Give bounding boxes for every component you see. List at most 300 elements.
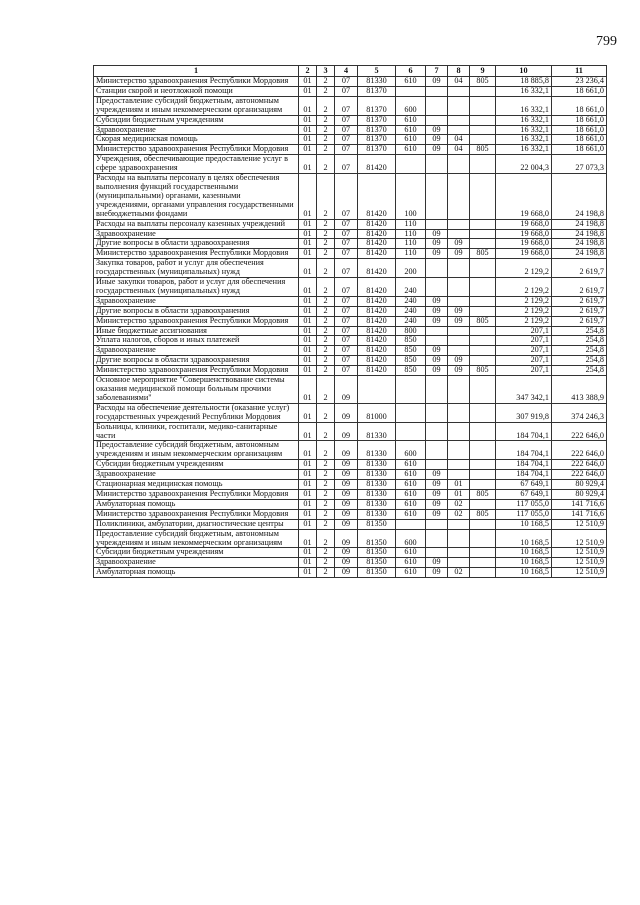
code-cell bbox=[396, 422, 426, 441]
row-name-cell: Больницы, клиники, госпитали, медико-санитарные части bbox=[94, 422, 299, 441]
code-cell: 610 bbox=[396, 548, 426, 558]
amount-cell: 141 716,6 bbox=[552, 509, 607, 519]
code-cell: 01 bbox=[299, 77, 317, 87]
code-cell: 01 bbox=[299, 470, 317, 480]
amount-cell: 117 055,0 bbox=[496, 499, 552, 509]
row-name-cell: Предоставление субсидий бюджетным, автономным учреждениям и иным некоммерческим организациям bbox=[94, 529, 299, 548]
row-name-cell: Другие вопросы в области здравоохранения bbox=[94, 239, 299, 249]
code-cell: 610 bbox=[396, 499, 426, 509]
code-cell bbox=[396, 155, 426, 174]
code-cell bbox=[426, 529, 448, 548]
amount-cell: 2 129,2 bbox=[496, 296, 552, 306]
code-cell: 100 bbox=[396, 174, 426, 220]
code-cell: 2 bbox=[317, 229, 335, 239]
code-cell bbox=[470, 529, 496, 548]
code-cell: 81350 bbox=[358, 548, 396, 558]
code-cell bbox=[448, 519, 470, 529]
amount-cell: 18 661,0 bbox=[552, 125, 607, 135]
row-name-cell: Поликлиники, амбулатории, диагностические центры bbox=[94, 519, 299, 529]
code-cell: 01 bbox=[299, 96, 317, 115]
code-cell: 81370 bbox=[358, 115, 396, 125]
code-cell: 600 bbox=[396, 441, 426, 460]
code-cell: 07 bbox=[335, 296, 358, 306]
table-row bbox=[94, 568, 607, 578]
code-cell: 2 bbox=[317, 174, 335, 220]
code-cell: 81350 bbox=[358, 558, 396, 568]
code-cell bbox=[470, 229, 496, 239]
table-row bbox=[94, 519, 607, 529]
code-cell: 01 bbox=[299, 558, 317, 568]
code-cell: 09 bbox=[335, 548, 358, 558]
code-cell bbox=[470, 441, 496, 460]
table-row bbox=[94, 548, 607, 558]
code-cell: 09 bbox=[448, 306, 470, 316]
code-cell: 01 bbox=[299, 125, 317, 135]
code-cell: 110 bbox=[396, 249, 426, 259]
code-cell: 2 bbox=[317, 135, 335, 145]
code-cell: 01 bbox=[299, 135, 317, 145]
code-cell: 01 bbox=[299, 306, 317, 316]
code-cell: 07 bbox=[335, 306, 358, 316]
code-cell bbox=[448, 376, 470, 404]
row-name-cell: Здравоохранение bbox=[94, 346, 299, 356]
code-cell: 01 bbox=[299, 489, 317, 499]
amount-cell: 10 168,5 bbox=[496, 558, 552, 568]
row-name-cell: Здравоохранение bbox=[94, 296, 299, 306]
amount-cell: 413 388,9 bbox=[552, 376, 607, 404]
code-cell: 805 bbox=[470, 77, 496, 87]
amount-cell: 23 236,4 bbox=[552, 77, 607, 87]
code-cell: 2 bbox=[317, 509, 335, 519]
amount-cell: 24 198,8 bbox=[552, 219, 607, 229]
code-cell: 09 bbox=[335, 529, 358, 548]
code-cell: 02 bbox=[448, 568, 470, 578]
code-cell: 805 bbox=[470, 509, 496, 519]
code-cell bbox=[448, 346, 470, 356]
code-cell: 09 bbox=[426, 77, 448, 87]
row-name-cell: Другие вопросы в области здравоохранения bbox=[94, 356, 299, 366]
amount-cell: 254,8 bbox=[552, 356, 607, 366]
code-cell: 01 bbox=[299, 499, 317, 509]
code-cell: 2 bbox=[317, 519, 335, 529]
code-cell: 2 bbox=[317, 441, 335, 460]
code-cell: 01 bbox=[299, 346, 317, 356]
code-cell: 2 bbox=[317, 96, 335, 115]
code-cell: 07 bbox=[335, 135, 358, 145]
code-cell: 07 bbox=[335, 174, 358, 220]
table-row bbox=[94, 229, 607, 239]
amount-cell: 12 510,9 bbox=[552, 548, 607, 558]
code-cell bbox=[448, 125, 470, 135]
amount-cell: 18 661,0 bbox=[552, 135, 607, 145]
code-cell: 09 bbox=[426, 480, 448, 490]
code-cell: 81420 bbox=[358, 296, 396, 306]
code-cell bbox=[470, 155, 496, 174]
code-cell: 2 bbox=[317, 77, 335, 87]
code-cell: 01 bbox=[299, 145, 317, 155]
amount-cell: 19 668,0 bbox=[496, 229, 552, 239]
code-cell bbox=[470, 422, 496, 441]
code-cell: 81420 bbox=[358, 356, 396, 366]
code-cell: 2 bbox=[317, 470, 335, 480]
code-cell: 81370 bbox=[358, 145, 396, 155]
code-cell bbox=[448, 336, 470, 346]
code-cell: 81420 bbox=[358, 278, 396, 297]
table-row bbox=[94, 460, 607, 470]
code-cell: 09 bbox=[448, 356, 470, 366]
code-cell: 2 bbox=[317, 376, 335, 404]
code-cell: 110 bbox=[396, 229, 426, 239]
code-cell: 09 bbox=[335, 558, 358, 568]
code-cell: 81350 bbox=[358, 568, 396, 578]
code-cell: 01 bbox=[299, 441, 317, 460]
code-cell bbox=[470, 519, 496, 529]
row-name-cell: Министерство здравоохранения Республики Мордовия bbox=[94, 509, 299, 519]
column-header: 11 bbox=[552, 66, 607, 77]
code-cell: 2 bbox=[317, 249, 335, 259]
amount-cell: 12 510,9 bbox=[552, 519, 607, 529]
code-cell: 610 bbox=[396, 558, 426, 568]
row-name-cell: Субсидии бюджетным учреждениям bbox=[94, 115, 299, 125]
column-header: 9 bbox=[470, 66, 496, 77]
code-cell: 81330 bbox=[358, 422, 396, 441]
code-cell: 81330 bbox=[358, 470, 396, 480]
amount-cell: 222 646,0 bbox=[552, 441, 607, 460]
code-cell: 610 bbox=[396, 470, 426, 480]
code-cell: 01 bbox=[448, 480, 470, 490]
code-cell: 805 bbox=[470, 316, 496, 326]
table-row bbox=[94, 125, 607, 135]
code-cell: 09 bbox=[335, 519, 358, 529]
code-cell: 2 bbox=[317, 480, 335, 490]
code-cell: 2 bbox=[317, 219, 335, 229]
table-row bbox=[94, 306, 607, 316]
amount-cell: 2 619,7 bbox=[552, 316, 607, 326]
code-cell: 81420 bbox=[358, 239, 396, 249]
amount-cell: 12 510,9 bbox=[552, 529, 607, 548]
code-cell: 01 bbox=[299, 356, 317, 366]
code-cell bbox=[448, 326, 470, 336]
row-name-cell: Амбулаторная помощь bbox=[94, 499, 299, 509]
code-cell: 09 bbox=[426, 499, 448, 509]
code-cell bbox=[426, 441, 448, 460]
code-cell bbox=[448, 529, 470, 548]
code-cell bbox=[470, 135, 496, 145]
code-cell: 81350 bbox=[358, 519, 396, 529]
code-cell: 01 bbox=[299, 480, 317, 490]
amount-cell: 24 198,8 bbox=[552, 249, 607, 259]
table-row bbox=[94, 422, 607, 441]
code-cell: 600 bbox=[396, 96, 426, 115]
code-cell bbox=[470, 125, 496, 135]
table-row bbox=[94, 336, 607, 346]
code-cell: 81420 bbox=[358, 336, 396, 346]
code-cell: 800 bbox=[396, 326, 426, 336]
code-cell: 01 bbox=[448, 489, 470, 499]
code-cell: 09 bbox=[335, 568, 358, 578]
code-cell: 09 bbox=[426, 249, 448, 259]
row-name-cell: Здравоохранение bbox=[94, 125, 299, 135]
code-cell: 81420 bbox=[358, 366, 396, 376]
code-cell: 850 bbox=[396, 346, 426, 356]
code-cell bbox=[470, 86, 496, 96]
amount-cell: 254,8 bbox=[552, 326, 607, 336]
code-cell: 240 bbox=[396, 316, 426, 326]
code-cell: 01 bbox=[299, 529, 317, 548]
code-cell bbox=[470, 346, 496, 356]
table-row bbox=[94, 239, 607, 249]
code-cell: 07 bbox=[335, 356, 358, 366]
code-cell: 01 bbox=[299, 229, 317, 239]
code-cell: 2 bbox=[317, 86, 335, 96]
code-cell bbox=[396, 403, 426, 422]
code-cell bbox=[448, 422, 470, 441]
code-cell: 07 bbox=[335, 229, 358, 239]
code-cell bbox=[470, 239, 496, 249]
table-row bbox=[94, 174, 607, 220]
amount-cell: 141 716,6 bbox=[552, 499, 607, 509]
row-name-cell: Иные бюджетные ассигнования bbox=[94, 326, 299, 336]
code-cell: 01 bbox=[299, 239, 317, 249]
amount-cell: 24 198,8 bbox=[552, 174, 607, 220]
amount-cell: 207,1 bbox=[496, 366, 552, 376]
amount-cell: 347 342,1 bbox=[496, 376, 552, 404]
amount-cell: 27 073,3 bbox=[552, 155, 607, 174]
amount-cell: 207,1 bbox=[496, 336, 552, 346]
code-cell: 07 bbox=[335, 239, 358, 249]
code-cell: 01 bbox=[299, 460, 317, 470]
code-cell: 09 bbox=[426, 366, 448, 376]
code-cell bbox=[448, 470, 470, 480]
code-cell: 01 bbox=[299, 115, 317, 125]
code-cell: 07 bbox=[335, 326, 358, 336]
column-header: 6 bbox=[396, 66, 426, 77]
code-cell: 200 bbox=[396, 259, 426, 278]
code-cell: 81420 bbox=[358, 229, 396, 239]
code-cell bbox=[448, 441, 470, 460]
column-header: 2 bbox=[299, 66, 317, 77]
table-row bbox=[94, 219, 607, 229]
code-cell: 09 bbox=[426, 509, 448, 519]
code-cell: 07 bbox=[335, 366, 358, 376]
amount-cell: 19 668,0 bbox=[496, 174, 552, 220]
code-cell: 805 bbox=[470, 366, 496, 376]
table-row bbox=[94, 376, 607, 404]
code-cell bbox=[448, 403, 470, 422]
code-cell: 09 bbox=[335, 499, 358, 509]
code-cell: 2 bbox=[317, 356, 335, 366]
table-row bbox=[94, 529, 607, 548]
code-cell: 07 bbox=[335, 346, 358, 356]
amount-cell: 18 661,0 bbox=[552, 115, 607, 125]
amount-cell: 2 619,7 bbox=[552, 259, 607, 278]
table-row bbox=[94, 96, 607, 115]
row-name-cell: Скорая медицинская помощь bbox=[94, 135, 299, 145]
table-row bbox=[94, 135, 607, 145]
row-name-cell: Расходы на выплаты персоналу в целях обеспечения выполнения функций государственными (муниципальными) органами, казенными учреждениями, органами управления государственными внебюджетными фондами bbox=[94, 174, 299, 220]
row-name-cell: Закупка товаров, работ и услуг для обеспечения государственных (муниципальных) нужд bbox=[94, 259, 299, 278]
amount-cell: 254,8 bbox=[552, 366, 607, 376]
row-name-cell: Расходы на выплаты персоналу казенных учреждений bbox=[94, 219, 299, 229]
row-name-cell: Министерство здравоохранения Республики Мордовия bbox=[94, 316, 299, 326]
code-cell: 610 bbox=[396, 115, 426, 125]
amount-cell: 12 510,9 bbox=[552, 568, 607, 578]
code-cell bbox=[426, 219, 448, 229]
code-cell: 01 bbox=[299, 249, 317, 259]
code-cell: 01 bbox=[299, 366, 317, 376]
code-cell: 850 bbox=[396, 366, 426, 376]
table-row bbox=[94, 316, 607, 326]
code-cell: 610 bbox=[396, 77, 426, 87]
code-cell bbox=[426, 278, 448, 297]
code-cell bbox=[470, 115, 496, 125]
row-name-cell: Учреждения, обеспечивающие предоставление услуг в сфере здравоохранения bbox=[94, 155, 299, 174]
amount-cell: 18 661,0 bbox=[552, 145, 607, 155]
amount-cell: 254,8 bbox=[552, 346, 607, 356]
code-cell: 2 bbox=[317, 346, 335, 356]
code-cell: 600 bbox=[396, 529, 426, 548]
code-cell bbox=[470, 558, 496, 568]
code-cell bbox=[396, 86, 426, 96]
row-name-cell: Субсидии бюджетным учреждениям bbox=[94, 548, 299, 558]
code-cell bbox=[426, 96, 448, 115]
code-cell: 09 bbox=[426, 356, 448, 366]
table-row bbox=[94, 499, 607, 509]
row-name-cell: Министерство здравоохранения Республики Мордовия bbox=[94, 249, 299, 259]
amount-cell: 2 129,2 bbox=[496, 259, 552, 278]
code-cell: 09 bbox=[335, 480, 358, 490]
code-cell bbox=[426, 326, 448, 336]
code-cell: 01 bbox=[299, 316, 317, 326]
code-cell: 81330 bbox=[358, 480, 396, 490]
code-cell: 07 bbox=[335, 336, 358, 346]
amount-cell: 2 619,7 bbox=[552, 306, 607, 316]
code-cell: 01 bbox=[299, 278, 317, 297]
code-cell bbox=[448, 155, 470, 174]
code-cell: 2 bbox=[317, 306, 335, 316]
row-name-cell: Министерство здравоохранения Республики Мордовия bbox=[94, 489, 299, 499]
code-cell bbox=[448, 259, 470, 278]
code-cell: 81370 bbox=[358, 125, 396, 135]
code-cell: 01 bbox=[299, 403, 317, 422]
table-row bbox=[94, 326, 607, 336]
code-cell bbox=[470, 174, 496, 220]
code-cell: 01 bbox=[299, 86, 317, 96]
column-header: 10 bbox=[496, 66, 552, 77]
code-cell: 09 bbox=[335, 470, 358, 480]
code-cell bbox=[448, 548, 470, 558]
amount-cell: 307 919,8 bbox=[496, 403, 552, 422]
amount-cell: 207,1 bbox=[496, 356, 552, 366]
code-cell: 01 bbox=[299, 259, 317, 278]
row-name-cell: Уплата налогов, сборов и иных платежей bbox=[94, 336, 299, 346]
code-cell: 09 bbox=[335, 489, 358, 499]
amount-cell: 10 168,5 bbox=[496, 529, 552, 548]
code-cell bbox=[426, 403, 448, 422]
code-cell bbox=[396, 376, 426, 404]
amount-cell: 222 646,0 bbox=[552, 422, 607, 441]
row-name-cell: Амбулаторная помощь bbox=[94, 568, 299, 578]
table-row bbox=[94, 115, 607, 125]
row-name-cell: Здравоохранение bbox=[94, 470, 299, 480]
row-name-cell: Здравоохранение bbox=[94, 229, 299, 239]
code-cell bbox=[470, 336, 496, 346]
table-row bbox=[94, 558, 607, 568]
code-cell: 610 bbox=[396, 489, 426, 499]
code-cell bbox=[426, 422, 448, 441]
row-name-cell: Станции скорой и неотложной помощи bbox=[94, 86, 299, 96]
code-cell: 2 bbox=[317, 529, 335, 548]
code-cell: 81330 bbox=[358, 499, 396, 509]
row-name-cell: Министерство здравоохранения Республики Мордовия bbox=[94, 366, 299, 376]
amount-cell: 10 168,5 bbox=[496, 519, 552, 529]
code-cell bbox=[426, 115, 448, 125]
code-cell: 09 bbox=[426, 568, 448, 578]
amount-cell: 2 129,2 bbox=[496, 316, 552, 326]
code-cell bbox=[426, 155, 448, 174]
row-name-cell: Министерство здравоохранения Республики Мордовия bbox=[94, 77, 299, 87]
code-cell: 07 bbox=[335, 316, 358, 326]
code-cell: 2 bbox=[317, 568, 335, 578]
code-cell: 610 bbox=[396, 145, 426, 155]
row-name-cell: Субсидии бюджетным учреждениям bbox=[94, 460, 299, 470]
code-cell: 07 bbox=[335, 96, 358, 115]
code-cell: 09 bbox=[448, 249, 470, 259]
code-cell: 81330 bbox=[358, 441, 396, 460]
code-cell: 81330 bbox=[358, 509, 396, 519]
amount-cell: 16 332,1 bbox=[496, 86, 552, 96]
code-cell: 2 bbox=[317, 336, 335, 346]
table-row bbox=[94, 470, 607, 480]
table-row bbox=[94, 249, 607, 259]
code-cell bbox=[448, 174, 470, 220]
row-name-cell: Предоставление субсидий бюджетным, автономным учреждениям и иным некоммерческим организациям bbox=[94, 96, 299, 115]
amount-cell: 19 668,0 bbox=[496, 249, 552, 259]
code-cell: 2 bbox=[317, 460, 335, 470]
code-cell: 81370 bbox=[358, 86, 396, 96]
amount-cell: 16 332,1 bbox=[496, 115, 552, 125]
amount-cell: 222 646,0 bbox=[552, 470, 607, 480]
table-header bbox=[94, 66, 607, 77]
table-row bbox=[94, 155, 607, 174]
code-cell bbox=[448, 229, 470, 239]
amount-cell: 184 704,1 bbox=[496, 460, 552, 470]
table-row bbox=[94, 509, 607, 519]
code-cell: 07 bbox=[335, 278, 358, 297]
table-row bbox=[94, 77, 607, 87]
code-cell bbox=[470, 460, 496, 470]
code-cell bbox=[470, 403, 496, 422]
code-cell: 07 bbox=[335, 249, 358, 259]
amount-cell: 22 004,3 bbox=[496, 155, 552, 174]
table-row bbox=[94, 86, 607, 96]
code-cell bbox=[470, 326, 496, 336]
code-cell bbox=[470, 548, 496, 558]
table-row bbox=[94, 441, 607, 460]
code-cell bbox=[426, 519, 448, 529]
column-header: 7 bbox=[426, 66, 448, 77]
code-cell: 110 bbox=[396, 219, 426, 229]
code-cell bbox=[470, 306, 496, 316]
code-cell: 805 bbox=[470, 489, 496, 499]
code-cell: 81420 bbox=[358, 249, 396, 259]
code-cell: 81330 bbox=[358, 460, 396, 470]
code-cell: 2 bbox=[317, 548, 335, 558]
row-name-cell: Иные закупки товаров, работ и услуг для обеспечения государственных (муниципальных) нужд bbox=[94, 278, 299, 297]
amount-cell: 117 055,0 bbox=[496, 509, 552, 519]
code-cell: 850 bbox=[396, 356, 426, 366]
row-name-cell: Здравоохранение bbox=[94, 558, 299, 568]
